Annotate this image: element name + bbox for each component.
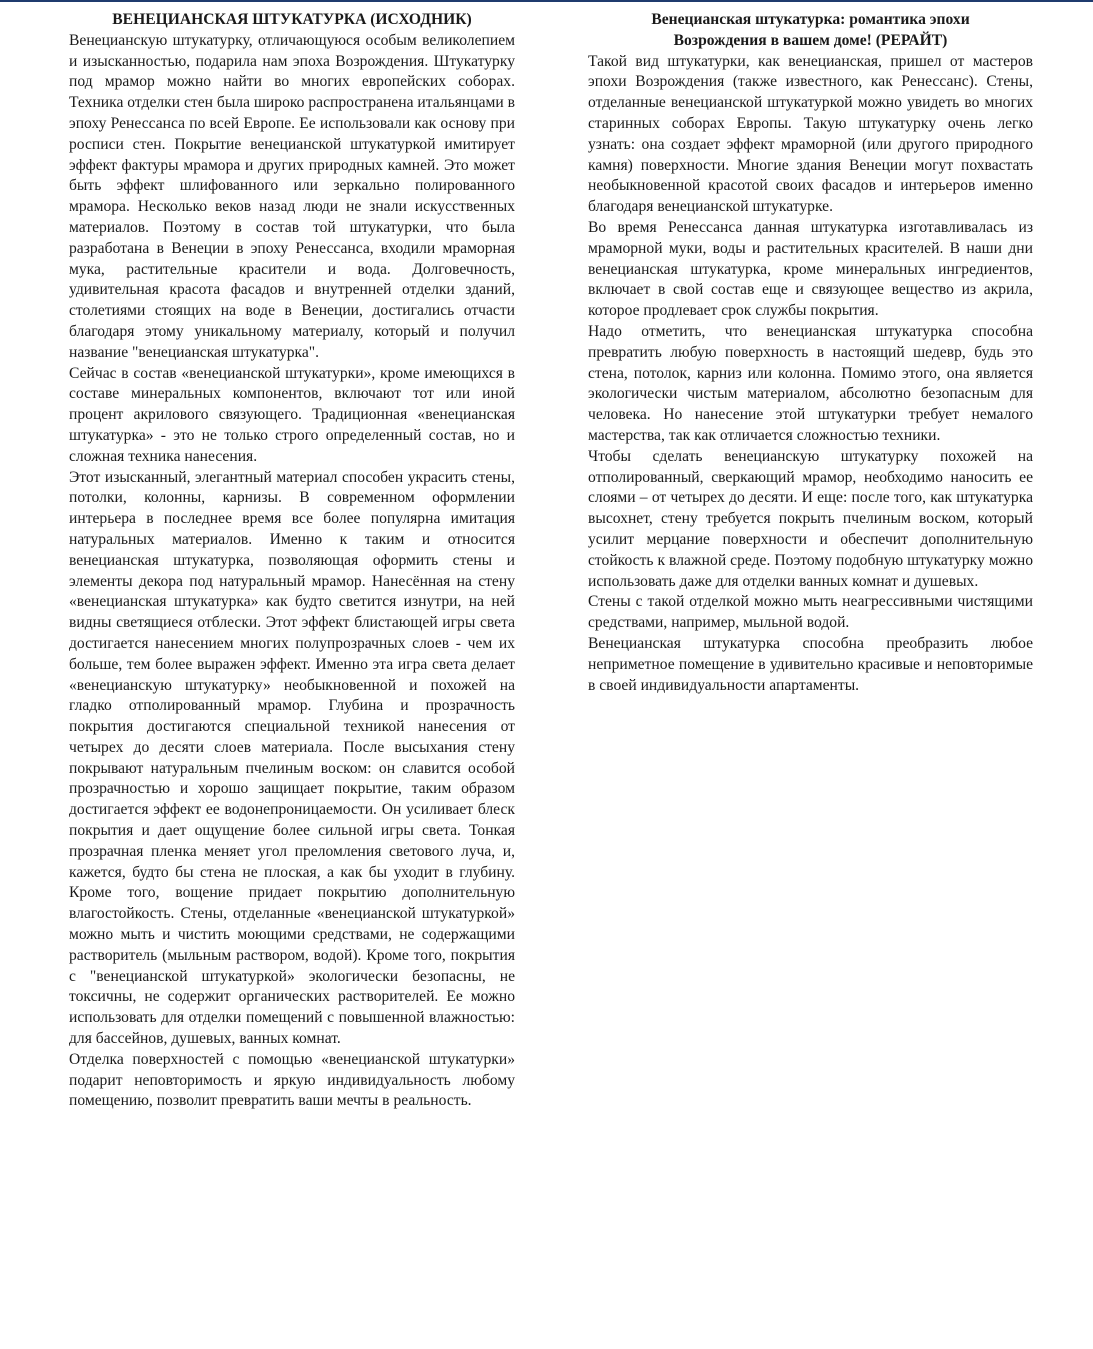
rewrite-paragraph-3: Надо отметить, что венецианская штукатурка способна превратить любую поверхность в настоящий шедевр, будь это стена, потолок, карниз или колонна. Помимо этого, она является экологически чистым материалом, абсолютно безопасным для человека. Но нанесение этой штукатурки требует немалого мастерства, так как отличается сложностью техники. xyxy=(588,322,1033,444)
original-paragraph-4: Отделка поверхностей с помощью «венецианской штукатурки» подарит неповторимость и яркую индивидуальность любому помещению, позволит превратить ваши мечты в реальность. xyxy=(69,1050,515,1110)
original-paragraph-3: Этот изысканный, элегантный материал способен украсить стены, потолки, колонны, карнизы. В современном оформлении интерьера в последнее время все более популярна имитация натуральных материалов. Именно к таким и относится венецианская штукатурка, позволяющая оформить стены и элементы декора под натуральный мрамор. Нанесённая на стену «венецианская штукатурка» как будто светится изнутри, на ней видны светящиеся отблески. Этот эффект блистающей игры света достигается нанесением многих полупрозрачных слоев - чем их больше, тем более выражен эффект. Именно эта игра света делает «венецианскую штукатурку» необыкновенной и похожей на гладко отполированный мрамор. Глубина и прозрачность покрытия достигаются специальной техникой нанесения от четырех до десяти слоев материала. После высыхания стену покрывают натуральным пчелиным воском: он славится особой прозрачностью и хорошо защищает покрытие, таким образом достигается эффект ее водонепроницаемости. Он усиливает блеск покрытия и дает ощущение более сильной игры света. Тонкая прозрачная пленка меняет угол преломления светового луча, и, кажется, будто бы стена не плоская, а как бы уходит в глубину. Кроме того, вощение придает покрытию дополнительную влагостойкость. Стены, отделанные «венецианской штукатуркой» можно мыть и чистить моющими средствами, не содержащими растворитель (мыльным раствором, водой). Кроме того, покрытия с "венецианской штукатуркой» экологически безопасны, не токсичны, не содержит органических растворителей. Ее можно использовать для отделки помещений с повышенной влажностью: для бассейнов, душевых, ванных комнат. xyxy=(69,468,515,1048)
rewrite-text-column xyxy=(588,10,1033,696)
original-paragraph-2: Сейчас в состав «венецианской штукатурки», кроме имеющихся в составе минеральных компонентов, включают тот или иной процент акрилового связующего. Традиционная «венецианская штукатурка» - это не только строго определенный состав, но и сложная техника нанесения. xyxy=(69,364,515,465)
rewrite-paragraph-2: Во время Ренессанса данная штукатурка изготавливалась из мраморной муки, воды и растительных красителей. В наши дни венецианская штукатурка, кроме минеральных ингредиентов, включает в свой состав еще и связующее вещество из акрила, которое продлевает срок службы покрытия. xyxy=(588,218,1033,320)
rewrite-title-line-2: Возрождения в вашем доме! (РЕРАЙТ) xyxy=(673,31,948,49)
rewrite-paragraph-5: Стены с такой отделкой можно мыть неагрессивными чистящими средствами, например, мыльной водой. xyxy=(588,593,1033,632)
rewrite-paragraph-4: Чтобы сделать венецианскую штукатурку похожей на отполированный, сверкающий мрамор, необходимо наносить ее слоями – от четырех до десяти. И еще: после того, как штукатурка высохнет, стену требуется покрыть пчелиным воском, который усилит мерцание поверхности и обеспечит дополнительную стойкость к влажной среде. Поэтому подобную штукатурку можно использовать даже для отделки ванных комнат и душевых. xyxy=(588,447,1033,590)
rewrite-paragraph-6: Венецианская штукатурка способна преобразить любое неприметное помещение в удивительно красивые и неповторимые в своей индивидуальности апартаменты. xyxy=(588,634,1033,694)
top-border-line xyxy=(0,0,1093,2)
original-paragraph-1: Венецианскую штукатурку, отличающуюся особым великолепием и изысканностью, подарила нам эпоха Возрождения. Штукатурку под мрамор можно найти во многих европейских соборах. Техника отделки стен была широко распространена итальянцами в эпоху Ренессанса по всей Европе. Ее использовали как основу при росписи стен. Покрытие венецианской штукатуркой имитирует эффект фактуры мрамора и других природных камней. Это может быть эффект шлифованного или зеркально полированного мрамора. Несколько веков назад люди не знали искусственных материалов. Поэтому в состав той штукатурки, что была разработана в Венеции в эпоху Ренессанса, входили мраморная мука, растительные красители и вода. Долговечность, удивительная красота фасадов и внутренней отделки зданий, столетиями стоящих на воде в Венеции, достигались отчасти благодаря этому уникальному материалу, который и получил название "венецианская штукатурка". xyxy=(69,31,515,361)
rewrite-title xyxy=(588,10,1033,52)
rewrite-title-line-1: Венецианская штукатурка: романтика эпохи xyxy=(651,11,970,28)
rewrite-paragraph-1: Такой вид штукатурки, как венецианская, пришел от мастеров эпохи Возрождения (также известного, как Ренессанс). Стены, отделанные венецианской штукатуркой можно увидеть во многих старинных соборах Европы. Такую штукатурку очень легко узнать: она создает эффект мраморной (или другого природного камня) поверхности. Многие здания Венеции могут похвастать необыкновенной красотой своих фасадов и интерьеров именно благодаря венецианской штукатурке. xyxy=(588,52,1033,216)
original-text-column xyxy=(69,10,515,1112)
original-title: ВЕНЕЦИАНСКАЯ ШТУКАТУРКА (ИСХОДНИК) xyxy=(112,11,472,28)
